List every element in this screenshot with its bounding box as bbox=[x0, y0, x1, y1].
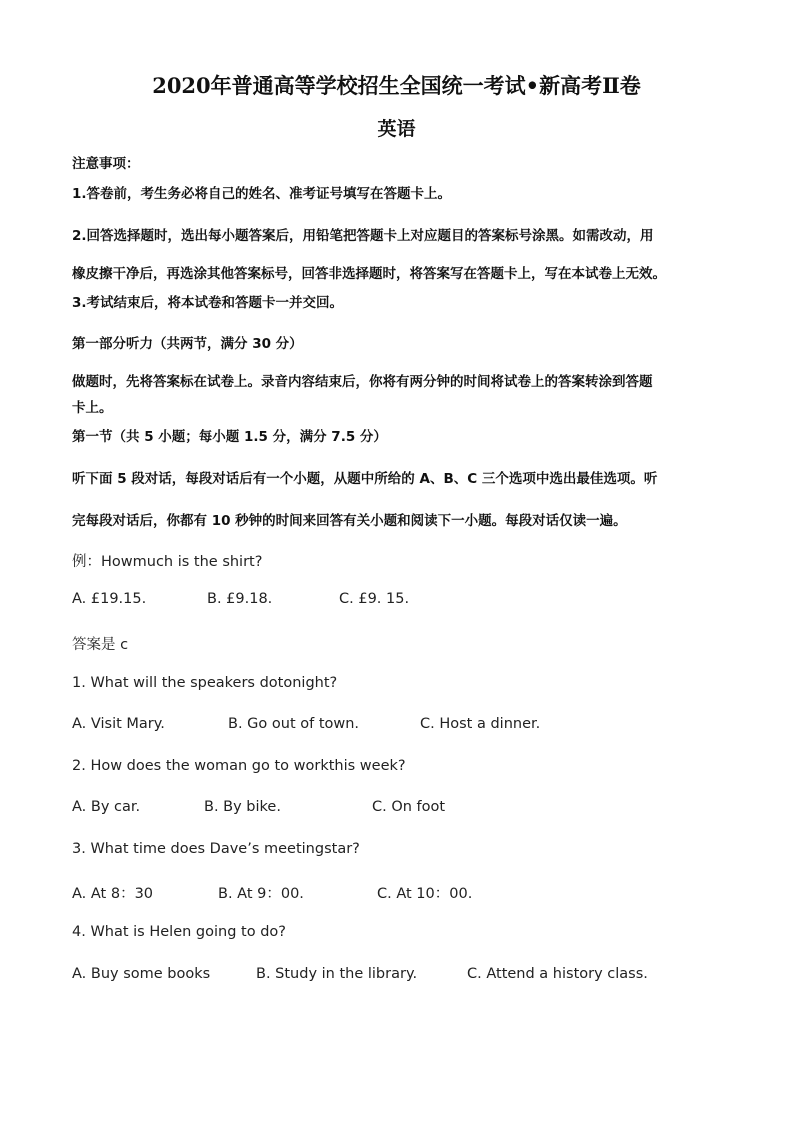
part1-heading: 第一部分听力（共两节，满分 30 分） bbox=[72, 336, 303, 352]
notice-heading: 注意事项： bbox=[72, 156, 140, 172]
question-2-option-b: B. By bike. bbox=[204, 799, 281, 815]
example-answer: 答案是 c bbox=[72, 637, 129, 653]
question-2: 2. How does the woman go to workthis week? bbox=[72, 758, 406, 774]
question-4: 4. What is Helen going to do? bbox=[72, 924, 286, 940]
notice-item-2-line-2: 橡皮擦干净后，再选涂其他答案标号，回答非选择题时，将答案写在答题卡上，写在本试卷上无效。 bbox=[72, 266, 666, 282]
question-2-option-c: C. On foot bbox=[372, 799, 446, 815]
part1-instruction-line-2: 卡上。 bbox=[72, 400, 113, 416]
example-option-b: B. £9.18. bbox=[207, 591, 273, 607]
question-1-option-b: B. Go out of town. bbox=[228, 716, 360, 732]
question-3: 3. What time does Dave’s meetingstar? bbox=[72, 841, 360, 857]
question-1-option-a: A. Visit Mary. bbox=[72, 716, 165, 732]
notice-item-3: 3.考试结束后，将本试卷和答题卡一并交回。 bbox=[72, 295, 344, 311]
exam-title: 2020年普通高等学校招生全国统一考试•新高考Ⅱ卷 bbox=[152, 73, 641, 98]
example-option-c: C. £9. 15. bbox=[339, 591, 410, 607]
example-option-a: A. £19.15. bbox=[72, 591, 147, 607]
question-3-option-b: B. At 9：00. bbox=[218, 886, 304, 902]
question-1-option-c: C. Host a dinner. bbox=[420, 716, 541, 732]
example-question: 例：Howmuch is the shirt? bbox=[72, 554, 263, 570]
part1-instruction-line-1: 做题时，先将答案标在试卷上。录音内容结束后，你将有两分钟的时间将试卷上的答案转涂到答题 bbox=[72, 374, 653, 390]
question-1: 1. What will the speakers dotonight? bbox=[72, 675, 338, 691]
notice-item-2-line-1: 2.回答选择题时，选出每小题答案后，用铅笔把答题卡上对应题目的答案标号涂黑。如需改动，用 bbox=[72, 228, 654, 244]
question-2-option-a: A. By car. bbox=[72, 799, 141, 815]
subject-title: 英语 bbox=[377, 118, 416, 140]
section1-instruction-line-1: 听下面 5 段对话，每段对话后有一个小题，从题中所给的 A、B、C 三个选项中选出最佳选项。听 bbox=[72, 471, 658, 487]
section1-instruction-line-2: 完每段对话后，你都有 10 秒钟的时间来回答有关小题和阅读下一小题。每段对话仅读一遍。 bbox=[72, 513, 627, 529]
question-3-option-c: C. At 10：00. bbox=[377, 886, 473, 902]
question-4-option-b: B. Study in the library. bbox=[256, 966, 418, 982]
notice-item-1: 1.答卷前，考生务必将自己的姓名、准考证号填写在答题卡上。 bbox=[72, 186, 452, 202]
question-3-option-a: A. At 8：30 bbox=[72, 886, 154, 902]
question-4-option-a: A. Buy some books bbox=[72, 966, 211, 982]
section1-heading: 第一节（共 5 小题；每小题 1.5 分，满分 7.5 分） bbox=[72, 429, 387, 445]
question-4-option-c: C. Attend a history class. bbox=[467, 966, 648, 982]
